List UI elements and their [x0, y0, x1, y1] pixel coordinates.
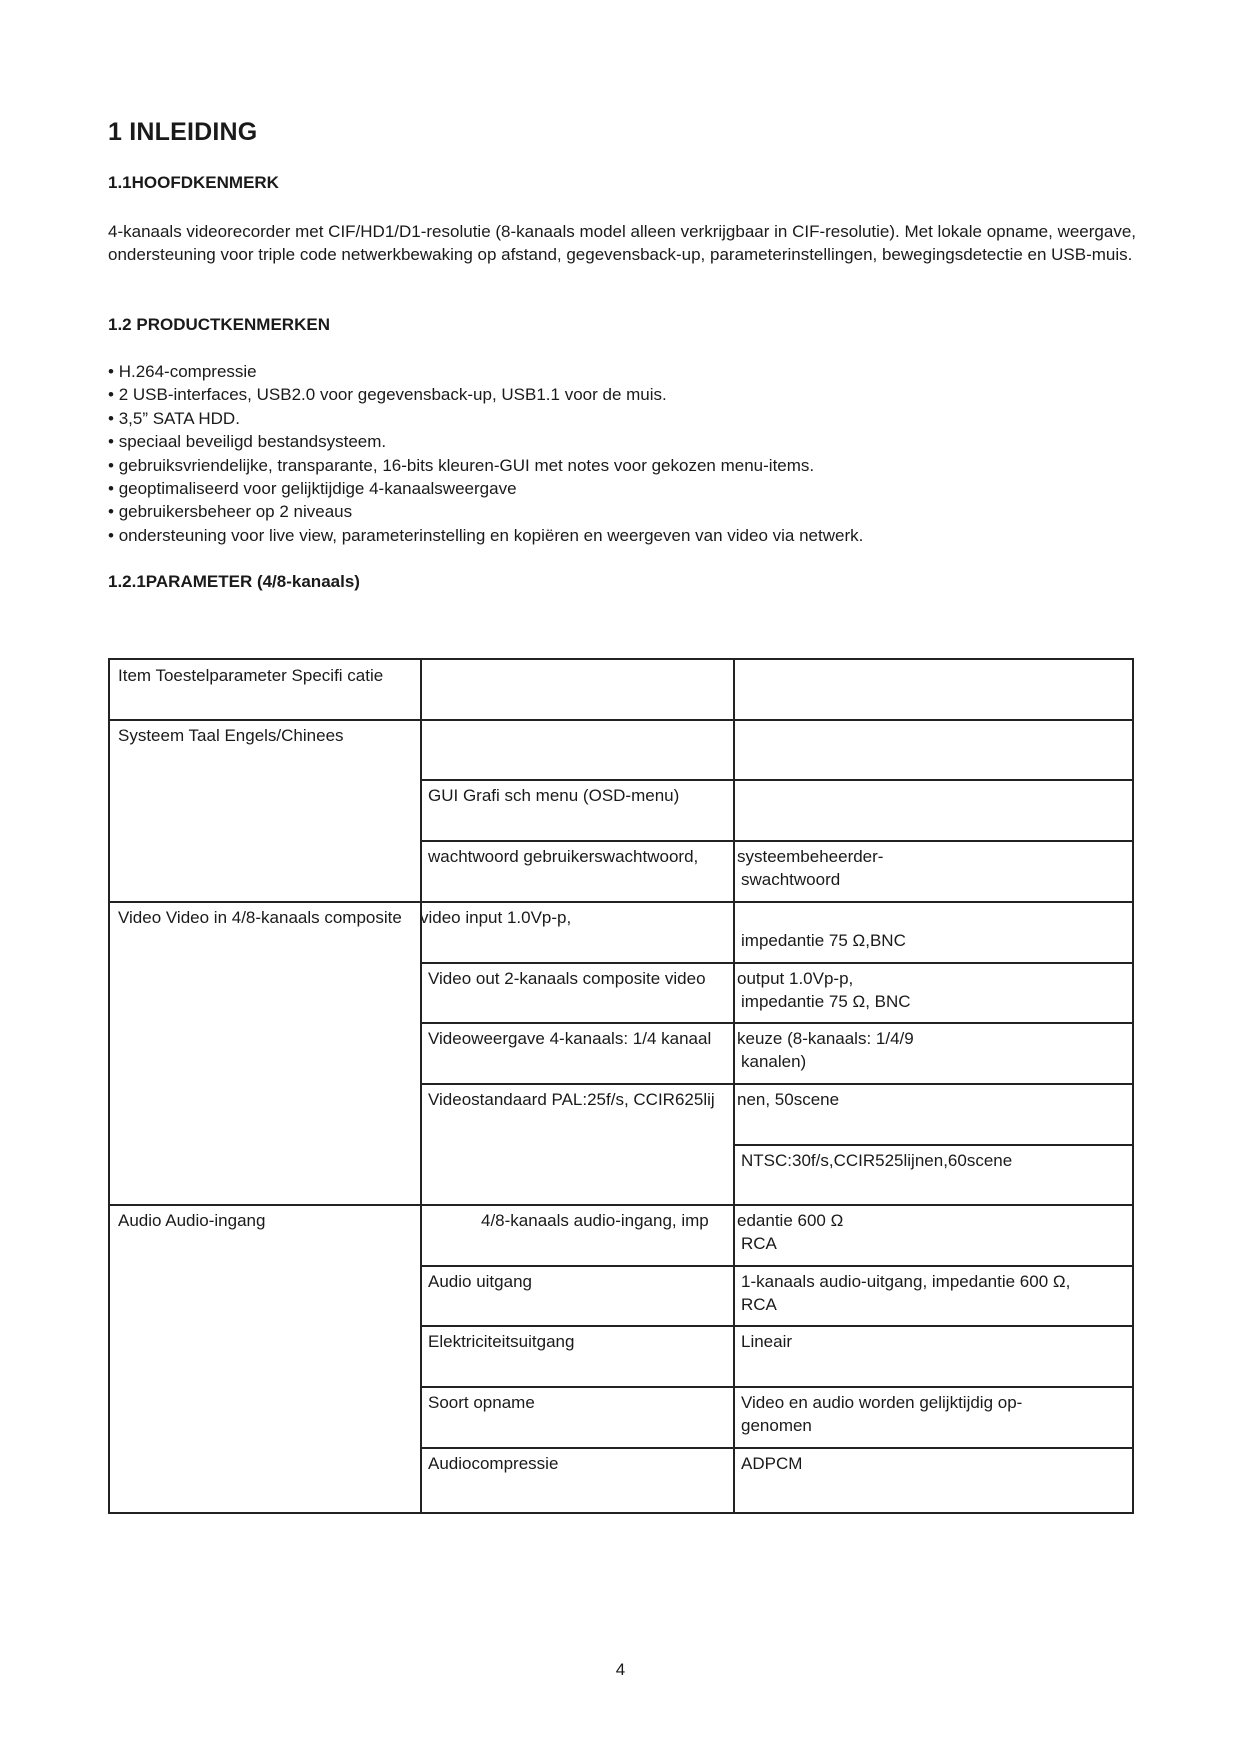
table-divider	[420, 1447, 1132, 1449]
cell-audio-ingang-value: RCA	[741, 1234, 777, 1253]
cell-soort-opname: Soort opname	[428, 1393, 535, 1412]
cell-videostandaard: Videostandaard PAL:25f/s, CCIR625lij	[428, 1090, 715, 1109]
cell-wachtwoord-value: systeembeheerder-	[737, 847, 884, 866]
cell-videoweergave-value: kanalen)	[741, 1052, 807, 1071]
list-item: • H.264-compressie	[108, 360, 863, 383]
cell-audio-ingang-value: edantie 600 Ω	[737, 1211, 844, 1230]
cell-video-in: video input 1.0Vp-p,	[420, 908, 572, 927]
table-divider	[420, 962, 1132, 964]
table-divider	[420, 1386, 1132, 1388]
cell-audiocompressie-value: ADPCM	[741, 1454, 803, 1473]
table-divider	[733, 1144, 1132, 1146]
table-divider	[110, 901, 1132, 903]
table-divider	[420, 840, 1132, 842]
cell-wachtwoord-value: swachtwoord	[741, 870, 841, 889]
cell-audiocompressie: Audiocompressie	[428, 1454, 559, 1473]
section-heading-1-2: 1.2 PRODUCTKENMERKEN	[108, 315, 330, 334]
cell-audio-uitgang: Audio uitgang	[428, 1272, 532, 1291]
cell-wachtwoord: wachtwoord gebruikerswachtwoord,	[428, 847, 699, 866]
list-item: • 3,5” SATA HDD.	[108, 407, 863, 430]
cell-audio-ingang: 4/8-kanaals audio-ingang, imp	[481, 1211, 709, 1230]
table-divider	[420, 779, 1132, 781]
cell-elektriciteitsuitgang-value: Lineair	[741, 1332, 793, 1351]
table-divider	[420, 1083, 1132, 1085]
cell-audio-uitgang-value: 1-kanaals audio-uitgang, impedantie 600 Ω,	[741, 1272, 1071, 1291]
cell-ntsc: NTSC:30f/s,CCIR525lijnen,60scene	[741, 1151, 1013, 1170]
cell-soort-opname-value: Video en audio worden gelijktijdig op-	[741, 1393, 1023, 1412]
row-label-audio: Audio Audio-ingang	[118, 1211, 266, 1230]
section-heading-1-2-1: 1.2.1PARAMETER (4/8-kanaals)	[108, 572, 360, 591]
page-title: 1 INLEIDING	[108, 118, 258, 146]
cell-video-out-value: impedantie 75 Ω, BNC	[741, 992, 911, 1011]
cell-elektriciteitsuitgang: Elektriciteitsuitgang	[428, 1332, 575, 1351]
table-divider	[110, 719, 1132, 721]
list-item: • speciaal beveiligd bestandsysteem.	[108, 430, 863, 453]
cell-videoweergave-value: keuze (8-kanaals: 1/4/9	[737, 1029, 914, 1048]
list-item: • ondersteuning voor live view, parameterinstelling en kopiëren en weergeven van video via netwerk.	[108, 524, 863, 547]
cell-video-out-value: output 1.0Vp-p,	[737, 969, 854, 988]
section-heading-1-1: 1.1HOOFDKENMERK	[108, 173, 279, 192]
list-item: • geoptimaliseerd voor gelijktijdige 4-kanaalsweergave	[108, 477, 863, 500]
cell-videostandaard-value: nen, 50scene	[737, 1090, 840, 1109]
row-label-systeem: Systeem Taal Engels/Chinees	[118, 726, 344, 745]
cell-soort-opname-value: genomen	[741, 1416, 812, 1435]
cell-videoweergave: Videoweergave 4-kanaals: 1/4 kanaal	[428, 1029, 712, 1048]
table-divider	[420, 1022, 1132, 1024]
table-divider	[420, 660, 422, 1512]
row-label-video-in: Video Video in 4/8-kanaals composite	[118, 908, 402, 927]
cell-video-in-value: impedantie 75 Ω,BNC	[741, 931, 906, 950]
cell-gui: GUI Grafi sch menu (OSD-menu)	[428, 786, 680, 805]
list-item: • 2 USB-interfaces, USB2.0 voor gegevensback-up, USB1.1 voor de muis.	[108, 383, 863, 406]
table-divider	[733, 660, 735, 1512]
page-number: 4	[615, 1660, 626, 1679]
cell-audio-uitgang-value: RCA	[741, 1295, 777, 1314]
table-header-cell: Item Toestelparameter Specifi catie	[118, 666, 384, 685]
cell-video-out: Video out 2-kanaals composite video	[428, 969, 706, 988]
list-item: • gebruikersbeheer op 2 niveaus	[108, 500, 863, 523]
table-divider	[420, 1325, 1132, 1327]
feature-list	[108, 360, 863, 547]
table-divider	[110, 1204, 1132, 1206]
list-item: • gebruiksvriendelijke, transparante, 16-bits kleuren-GUI met notes voor gekozen menu-items.	[108, 454, 863, 477]
parameter-table	[108, 658, 1134, 1514]
table-divider	[420, 1265, 1132, 1267]
intro-paragraph: 4-kanaals videorecorder met CIF/HD1/D1-resolutie (8-kanaals model alleen verkrijgbaar in CIF-resolutie). Met lokale opname, weergave, ondersteuning voor triple code netwerkbewaking op afstand, gegevensback-up, parameterinstellingen, bewegingsdetectie en USB-muis.	[108, 222, 1137, 264]
